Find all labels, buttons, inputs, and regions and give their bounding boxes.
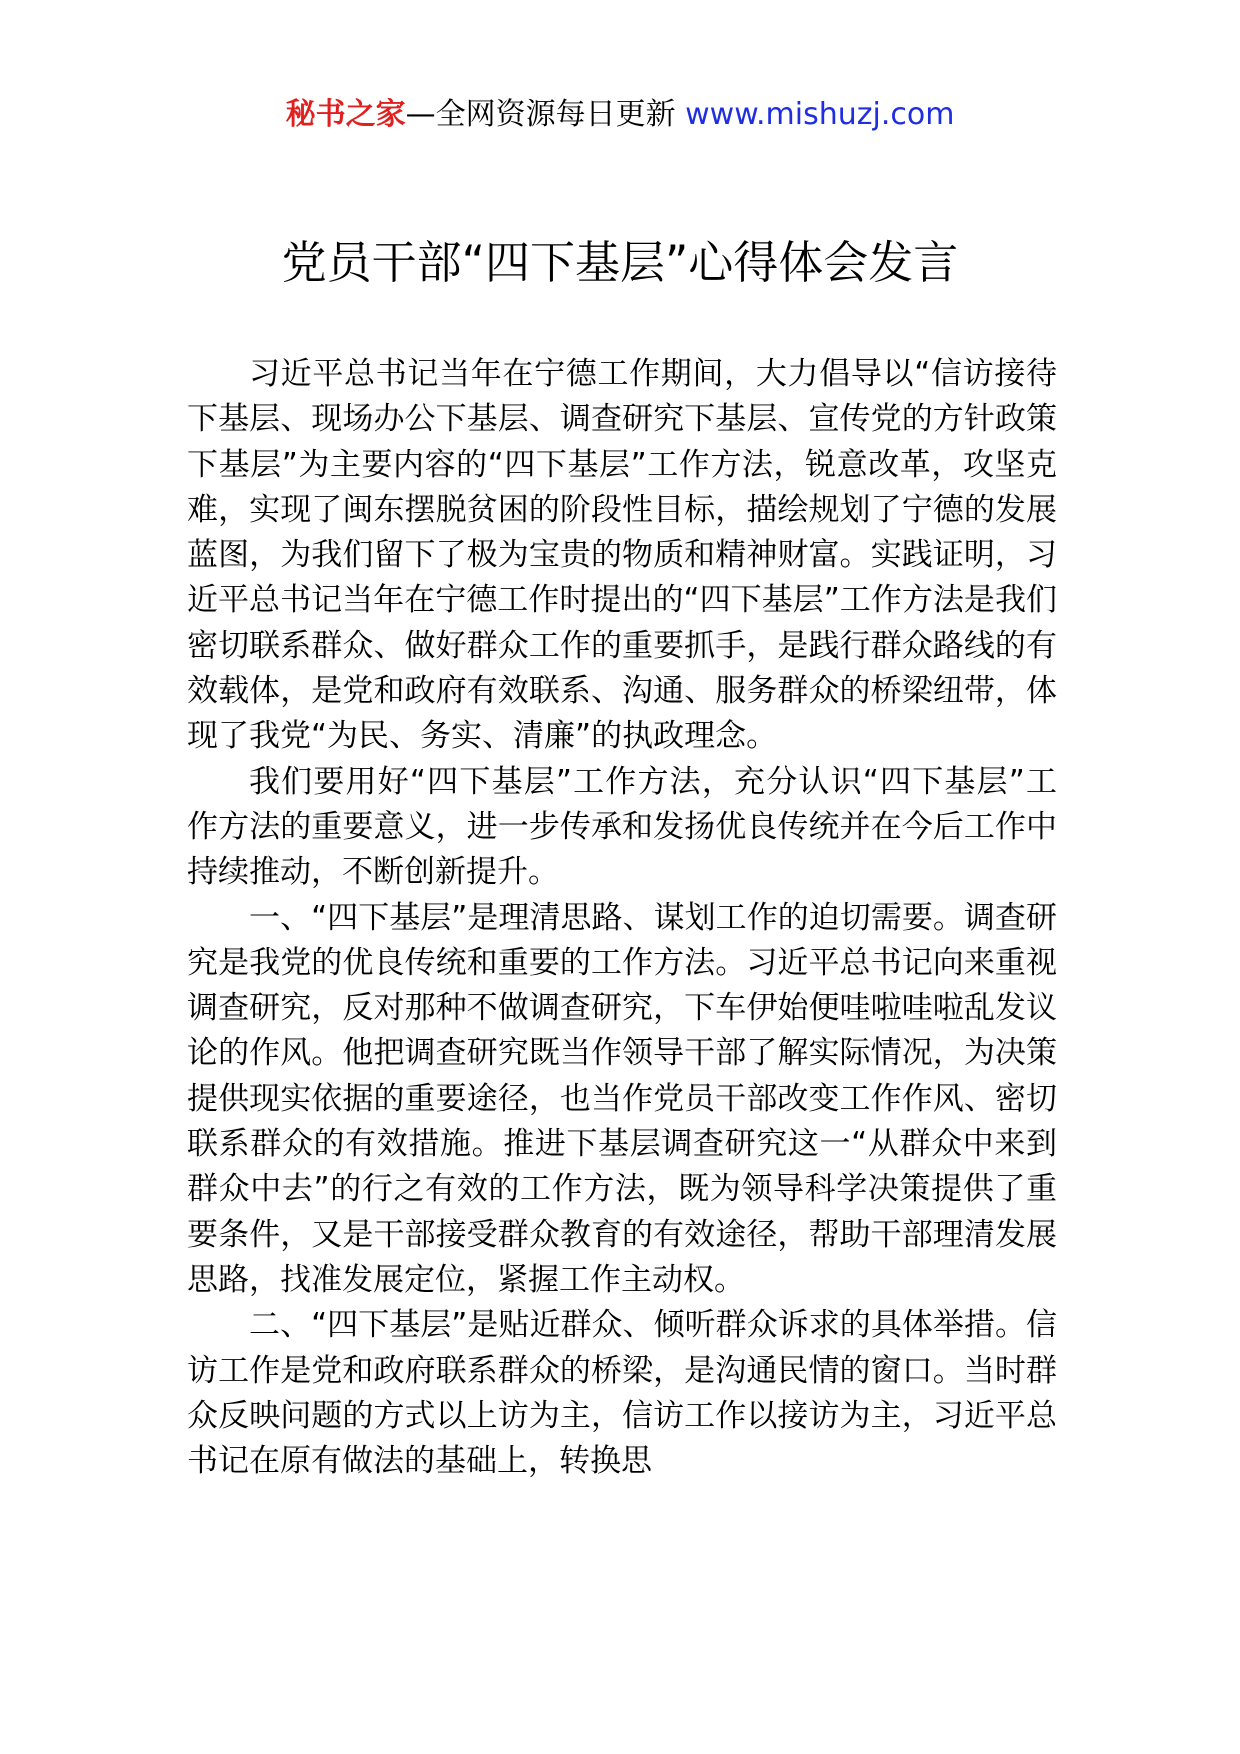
document-title: 党员干部“四下基层”心得体会发言: [281, 236, 959, 289]
banner-tagline: —全网资源每日更新: [405, 97, 676, 132]
body-paragraph: 一、“四下基层”是理清思路、谋划工作的迫切需要。调查研究是我党的优良传统和重要的工作方法。习近平总书记向来重视调查研究，反对那种不做调查研究，下车伊始便哇啦哇啦乱发议论的作风。他把调查研究既当作领导干部了解实际情况，为决策提供现实依据的重要途径，也当作党员干部改变工作作风、密切联系群众的有效措施。推进下基层调查研究这一“从群众中来到群众中去”的行之有效的工作方法，既为领导科学决策提供了重要条件，又是干部接受群众教育的有效途径，帮助干部理清发展思路，找准发展定位，紧握工作主动权。: [187, 899, 1057, 1298]
site-url-link[interactable]: www.mishuzj.com: [685, 97, 955, 132]
document-body: [187, 352, 1057, 1484]
site-banner: [0, 95, 1240, 135]
body-paragraph: 习近平总书记当年在宁德工作期间，大力倡导以“信访接待下基层、现场办公下基层、调查研究下基层、宣传党的方针政策下基层”为主要内容的“四下基层”工作方法，锐意改革，攻坚克难，实现了闽东摆脱贫困的阶段性目标，描绘规划了宁德的发展蓝图，为我们留下了极为宝贵的物质和精神财富。实践证明，习近平总书记当年在宁德工作时提出的“四下基层”工作方法是我们密切联系群众、做好群众工作的重要抓手，是践行群众路线的有效载体，是党和政府有效联系、沟通、服务群众的桥梁纽带，体现了我党“为民、务实、清廉”的执政理念。: [187, 356, 1057, 755]
body-paragraph: 二、“四下基层”是贴近群众、倾听群众诉求的具体举措。信访工作是党和政府联系群众的桥梁，是沟通民情的窗口。当时群众反映问题的方式以上访为主，信访工作以接访为主，习近平总书记在原有做法的基础上，转换思: [187, 1307, 1057, 1480]
brand-name: 秘书之家: [285, 97, 406, 132]
body-paragraph: 我们要用好“四下基层”工作方法，充分认识“四下基层”工作方法的重要意义，进一步传承和发扬优良传统并在今后工作中持续推动，不断创新提升。: [187, 763, 1057, 891]
